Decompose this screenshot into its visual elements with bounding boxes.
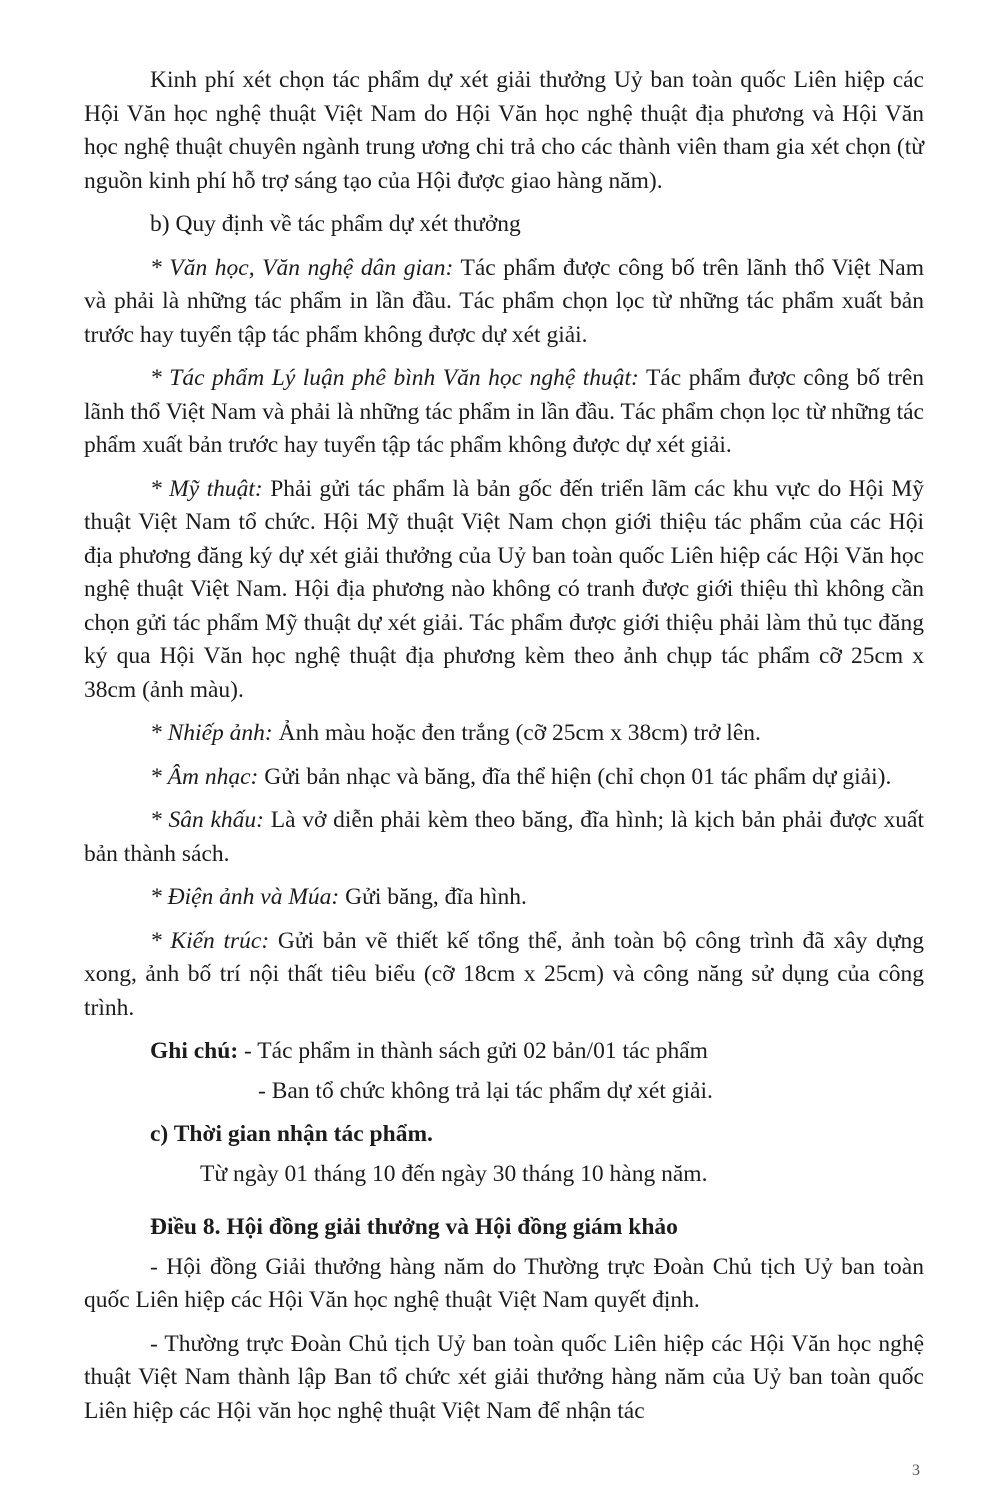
architecture-text: Gửi bản vẽ thiết kế tổng thể, ảnh toàn bộ công trình đã xây dựng xong, ảnh bố trí nội thất tiêu biểu (cỡ 18cm x 25cm) và công năng sử dụng của công trình. (84, 927, 924, 1021)
theory-criticism-label: * Tác phẩm Lý luận phê bình Văn học nghệ thuật: (150, 365, 639, 391)
article-8-paragraph-1: - Hội đồng Giải thưởng hàng năm do Thường trực Đoàn Chủ tịch Uỷ ban toàn quốc Liên hiệp các Hội Văn học nghệ thuật Việt Nam quyết định. (84, 1253, 924, 1313)
film-dance-text: Gửi băng, đĩa hình. (339, 884, 527, 910)
section-b-heading: b) Quy định về tác phẩm dự xét thưởng (150, 211, 521, 237)
fine-arts-label: * Mỹ thuật: (150, 475, 263, 502)
photography-text: Ảnh màu hoặc đen trắng (cỡ 25cm x 38cm) trở lên. (272, 720, 761, 746)
document-body (84, 64, 924, 1428)
funding-paragraph: Kinh phí xét chọn tác phẩm dự xét giải thưởng Uỷ ban toàn quốc Liên hiệp các Hội Văn học nghệ thuật Việt Nam do Hội Văn học nghệ thuật địa phương và Hội Văn học nghệ thuật chuyên ngành trung ương chi trả cho các thành viên tham gia xét chọn (từ nguồn kinh phí hỗ trợ sáng tạo của Hội được giao hàng năm). (84, 67, 924, 194)
architecture-label: * Kiến trúc: (150, 927, 270, 954)
section-c-heading: c) Thời gian nhận tác phẩm. (150, 1121, 433, 1147)
page-number: 3 (912, 1462, 920, 1479)
section-c-text: Từ ngày 01 tháng 10 đến ngày 30 tháng 10 hàng năm. (200, 1160, 708, 1187)
architecture-rule (84, 925, 924, 1026)
article-8-paragraph-2: - Thường trực Đoàn Chủ tịch Uỷ ban toàn quốc Liên hiệp các Hội Văn học nghệ thuật Việt Nam thành lập Ban tổ chức xét giải thưởng hàng năm của Uỷ ban toàn quốc Liên hiệp các Hội văn học nghệ thuật Việt Nam để nhận tác (84, 1330, 924, 1424)
note-text-1: - Tác phẩm in thành sách gửi 02 bản/01 tác phẩm (238, 1038, 708, 1064)
theory-criticism-text: Tác phẩm được công bố trên lãnh thổ Việt Nam và phải là những tác phẩm in lần đầu. Tác phẩm chọn lọc từ những tác phẩm xuất bản trước hay tuyển tập tác phẩm không được dự xét giải. (84, 365, 924, 458)
fine-arts-rule (84, 473, 924, 708)
film-dance-label: * Điện ảnh và Múa: (150, 884, 340, 910)
note-line-1 (84, 1035, 924, 1069)
note-line-2: - Ban tổ chức không trả lại tác phẩm dự xét giải. (258, 1077, 713, 1104)
article-8-title: Điều 8. Hội đồng giải thưởng và Hội đồng giám khảo (150, 1214, 678, 1240)
theatre-rule (84, 804, 924, 871)
note-label: Ghi chú: (150, 1038, 239, 1064)
fine-arts-text: Phải gửi tác phẩm là bản gốc đến triển lãm các khu vực do Hội Mỹ thuật Việt Nam tổ chức. Hội Mỹ thuật Việt Nam chọn giới thiệu tác phẩm của các Hội địa phương đăng ký dự xét giải thưởng của Uỷ ban toàn quốc Liên hiệp các Hội Văn học nghệ thuật Việt Nam. Hội địa phương nào không có tranh được giới thiệu thì không cần chọn gửi tác phẩm Mỹ thuật dự xét giải. Tác phẩm được giới thiệu phải làm thủ tục đăng ký qua Hội Văn học nghệ thuật địa phương kèm theo ảnh chụp tác phẩm cỡ 25cm x 38cm (ảnh màu). (84, 475, 924, 703)
photography-rule (84, 717, 924, 751)
literature-rule (84, 252, 924, 353)
music-label: * Âm nhạc: (150, 763, 259, 790)
theory-criticism-rule (84, 362, 924, 463)
theatre-label: * Sân khấu: (150, 807, 264, 833)
literature-label: * Văn học, Văn nghệ dân gian: (150, 254, 454, 281)
film-dance-rule (84, 881, 924, 915)
music-rule (84, 761, 924, 795)
literature-text: Tác phẩm được công bố trên lãnh thổ Việt Nam và phải là những tác phẩm in lần đầu. Tác phẩm chọn lọc từ những tác phẩm xuất bản trước hay tuyển tập tác phẩm không được dự xét giải. (84, 254, 924, 348)
theatre-text: Là vở diễn phải kèm theo băng, đĩa hình; là kịch bản phải được xuất bản thành sách. (84, 807, 924, 867)
music-text: Gửi bản nhạc và băng, đĩa thể hiện (chỉ chọn 01 tác phẩm dự giải). (258, 763, 892, 790)
photography-label: * Nhiếp ảnh: (150, 720, 273, 746)
